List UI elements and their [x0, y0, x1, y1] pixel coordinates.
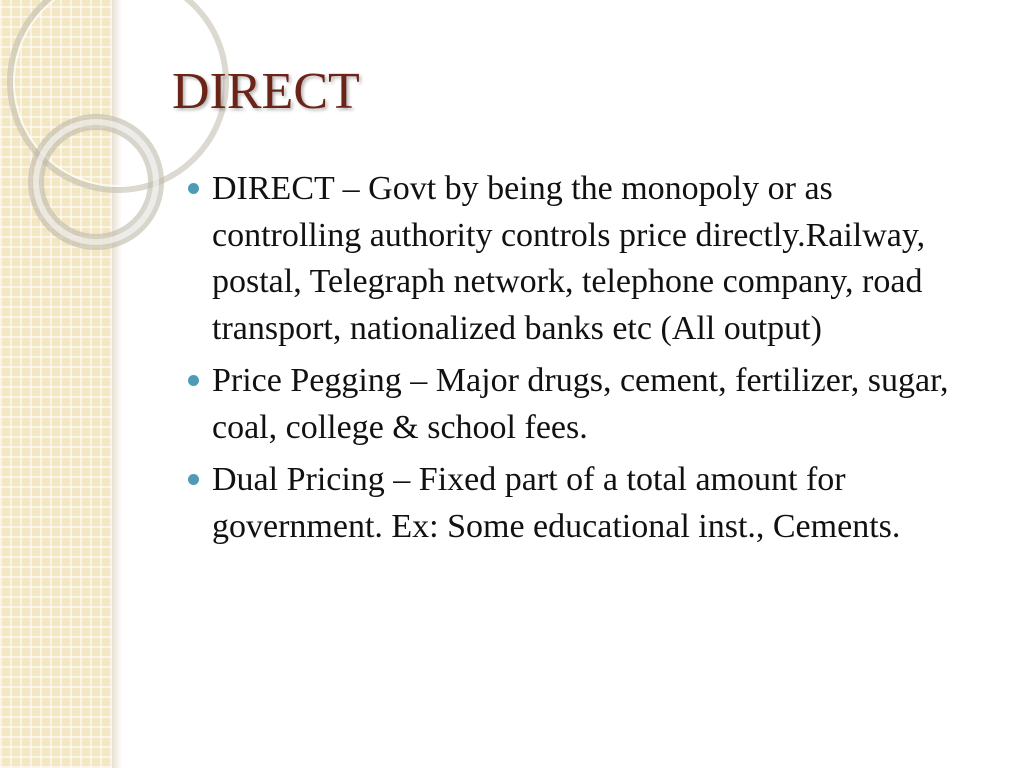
bullet-text: DIRECT – Govt by being the monopoly or as controlling authority controls price directly.Railway, postal, Telegraph network, telephone company, road transport, nationalized banks etc (All output)	[212, 170, 926, 347]
bullet-marker-icon	[188, 375, 199, 386]
bullet-text: Dual Pricing – Fixed part of a total amount for government. Ex: Some educational inst., Cements.	[212, 461, 901, 545]
bullet-text: Price Pegging – Major drugs, cement, fertilizer, sugar, coal, college & school fees.	[212, 362, 949, 446]
bullet-marker-icon	[188, 474, 199, 485]
bullet-item-direct	[186, 166, 986, 352]
bullet-list	[186, 166, 986, 556]
slide-title: DIRECT	[172, 63, 360, 120]
decorative-rings	[0, 0, 200, 320]
bullet-marker-icon	[188, 183, 199, 194]
bullet-item-price-pegging	[186, 358, 986, 451]
bullet-item-dual-pricing	[186, 457, 986, 550]
decorative-ring-bottom-inner	[36, 122, 156, 242]
